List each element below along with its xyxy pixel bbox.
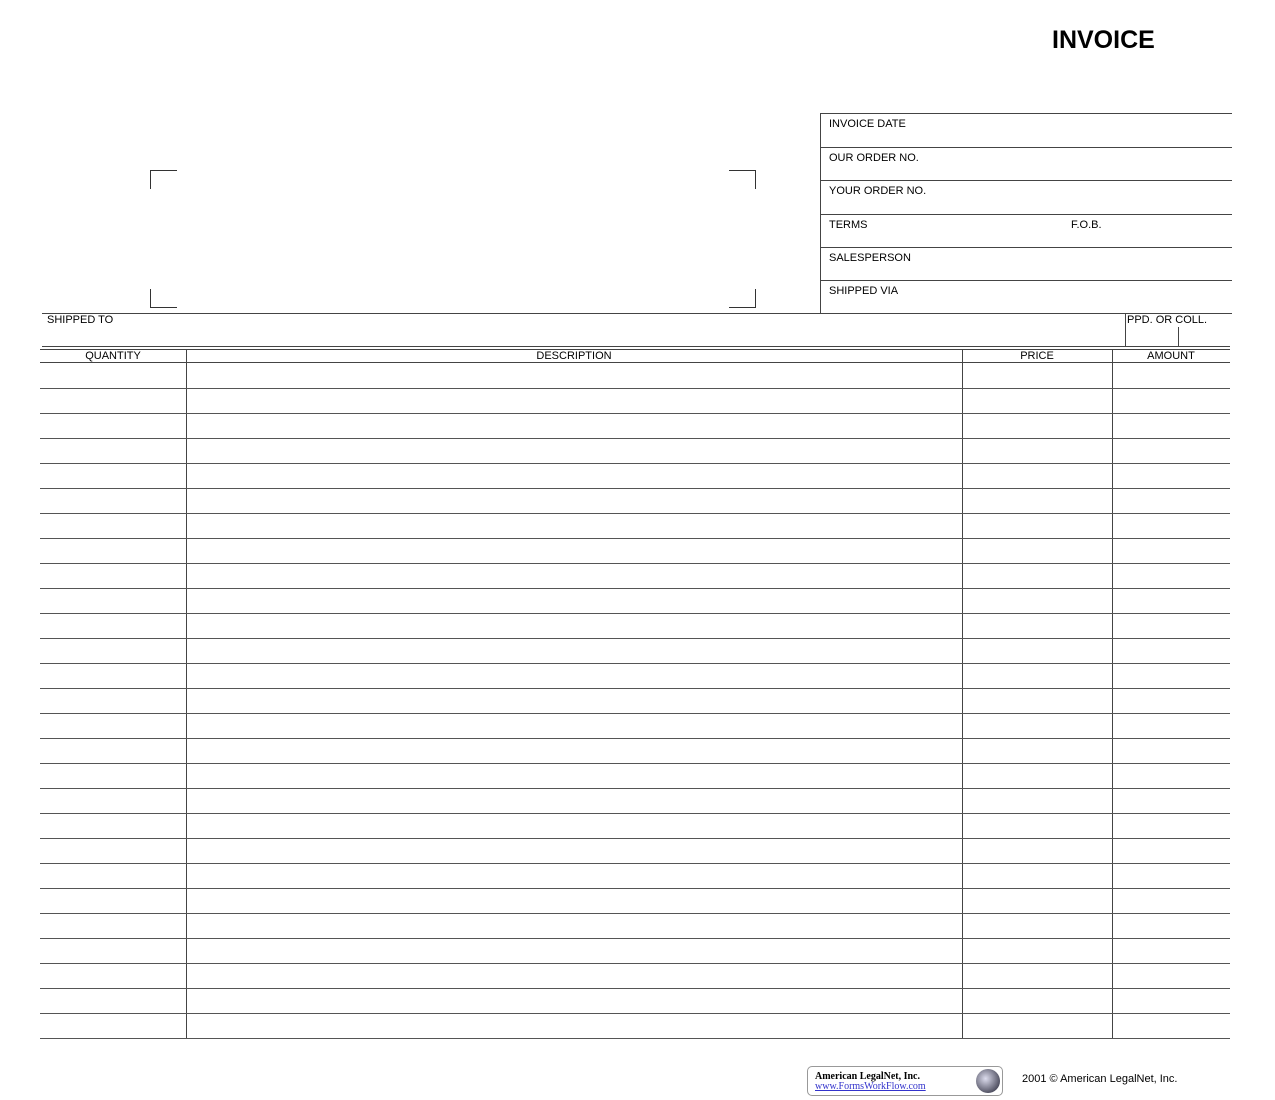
- quantity-cell[interactable]: [40, 838, 186, 863]
- quantity-cell[interactable]: [40, 388, 186, 413]
- price-cell[interactable]: [962, 538, 1112, 563]
- description-cell[interactable]: [186, 963, 962, 988]
- table-row: [40, 913, 1230, 939]
- table-row: [40, 863, 1230, 889]
- salesperson-field[interactable]: [820, 247, 1232, 281]
- amount-cell[interactable]: [1112, 388, 1230, 413]
- amount-cell[interactable]: [1112, 363, 1230, 388]
- price-cell[interactable]: [962, 988, 1112, 1013]
- amount-cell[interactable]: [1112, 713, 1230, 738]
- description-cell[interactable]: [186, 1013, 962, 1038]
- description-cell[interactable]: [186, 413, 962, 438]
- price-cell[interactable]: [962, 788, 1112, 813]
- amount-cell[interactable]: [1112, 663, 1230, 688]
- invoice-date-field[interactable]: [820, 113, 1232, 147]
- table-row: [40, 713, 1230, 739]
- our-order-field[interactable]: [820, 147, 1232, 181]
- our-order-label: OUR ORDER NO.: [829, 152, 919, 164]
- description-cell[interactable]: [186, 913, 962, 938]
- table-row: [40, 1013, 1230, 1039]
- price-header: PRICE: [1020, 350, 1054, 362]
- quantity-cell[interactable]: [40, 513, 186, 538]
- table-row: [40, 963, 1230, 989]
- quantity-cell[interactable]: [40, 538, 186, 563]
- divider: [1178, 327, 1179, 346]
- price-cell[interactable]: [962, 963, 1112, 988]
- globe-icon: [976, 1069, 1000, 1093]
- table-row: [40, 638, 1230, 664]
- table-row: [40, 838, 1230, 864]
- amount-cell[interactable]: [1112, 413, 1230, 438]
- copyright: 2001 © American LegalNet, Inc.: [1022, 1073, 1178, 1085]
- amount-cell[interactable]: [1112, 888, 1230, 913]
- table-row: [40, 788, 1230, 814]
- table-row: [40, 738, 1230, 764]
- table-row: [40, 388, 1230, 414]
- description-header: DESCRIPTION: [536, 350, 612, 362]
- price-cell[interactable]: [962, 938, 1112, 963]
- description-cell[interactable]: [186, 688, 962, 713]
- amount-cell[interactable]: [1112, 863, 1230, 888]
- quantity-header: QUANTITY: [85, 350, 141, 362]
- amount-header: AMOUNT: [1147, 350, 1195, 362]
- price-cell[interactable]: [962, 713, 1112, 738]
- table-row: [40, 688, 1230, 714]
- quantity-cell[interactable]: [40, 638, 186, 663]
- table-row: [40, 888, 1230, 914]
- price-cell[interactable]: [962, 563, 1112, 588]
- quantity-cell[interactable]: [40, 588, 186, 613]
- amount-cell[interactable]: [1112, 563, 1230, 588]
- table-row: [40, 588, 1230, 614]
- price-cell[interactable]: [962, 913, 1112, 938]
- price-cell[interactable]: [962, 588, 1112, 613]
- table-row: [40, 438, 1230, 464]
- quantity-cell[interactable]: [40, 413, 186, 438]
- amount-cell[interactable]: [1112, 988, 1230, 1013]
- description-cell[interactable]: [186, 763, 962, 788]
- price-cell[interactable]: [962, 863, 1112, 888]
- amount-cell[interactable]: [1112, 688, 1230, 713]
- description-cell[interactable]: [186, 613, 962, 638]
- price-cell[interactable]: [962, 663, 1112, 688]
- description-cell[interactable]: [186, 713, 962, 738]
- quantity-cell[interactable]: [40, 488, 186, 513]
- description-cell[interactable]: [186, 813, 962, 838]
- amount-cell[interactable]: [1112, 938, 1230, 963]
- quantity-cell[interactable]: [40, 938, 186, 963]
- table-row: [40, 663, 1230, 689]
- description-cell[interactable]: [186, 388, 962, 413]
- description-cell[interactable]: [186, 788, 962, 813]
- amount-cell[interactable]: [1112, 513, 1230, 538]
- table-row: [40, 513, 1230, 539]
- price-cell[interactable]: [962, 438, 1112, 463]
- invoice-title: INVOICE: [1052, 26, 1155, 54]
- price-cell[interactable]: [962, 388, 1112, 413]
- your-order-field[interactable]: [820, 180, 1232, 214]
- table-row: [40, 938, 1230, 964]
- quantity-cell[interactable]: [40, 713, 186, 738]
- price-cell[interactable]: [962, 363, 1112, 388]
- description-cell[interactable]: [186, 988, 962, 1013]
- amount-cell[interactable]: [1112, 913, 1230, 938]
- price-cell[interactable]: [962, 1013, 1112, 1038]
- amount-cell[interactable]: [1112, 963, 1230, 988]
- table-row: [40, 813, 1230, 839]
- table-row: [40, 413, 1230, 439]
- shipped-via-field[interactable]: [820, 280, 1232, 314]
- table-row: [40, 613, 1230, 639]
- table-row: [40, 988, 1230, 1014]
- description-cell[interactable]: [186, 588, 962, 613]
- invoice-date-label: INVOICE DATE: [829, 118, 906, 130]
- price-cell[interactable]: [962, 638, 1112, 663]
- description-cell[interactable]: [186, 463, 962, 488]
- your-order-label: YOUR ORDER NO.: [829, 185, 927, 197]
- price-cell[interactable]: [962, 738, 1112, 763]
- quantity-cell[interactable]: [40, 888, 186, 913]
- fob-label: F.O.B.: [1071, 219, 1102, 231]
- terms-field[interactable]: [820, 214, 1232, 248]
- divider: [42, 346, 1230, 347]
- price-cell[interactable]: [962, 888, 1112, 913]
- quantity-cell[interactable]: [40, 463, 186, 488]
- price-cell[interactable]: [962, 838, 1112, 863]
- quantity-cell[interactable]: [40, 363, 186, 388]
- description-cell[interactable]: [186, 513, 962, 538]
- description-cell[interactable]: [186, 938, 962, 963]
- table-row: [40, 563, 1230, 589]
- amount-cell[interactable]: [1112, 463, 1230, 488]
- description-cell[interactable]: [186, 888, 962, 913]
- terms-label: TERMS: [829, 219, 868, 231]
- price-cell[interactable]: [962, 463, 1112, 488]
- amount-cell[interactable]: [1112, 588, 1230, 613]
- quantity-cell[interactable]: [40, 963, 186, 988]
- amount-cell[interactable]: [1112, 763, 1230, 788]
- quantity-cell[interactable]: [40, 763, 186, 788]
- description-cell[interactable]: [186, 738, 962, 763]
- price-cell[interactable]: [962, 413, 1112, 438]
- amount-cell[interactable]: [1112, 638, 1230, 663]
- shipped-to-label: SHIPPED TO: [47, 314, 114, 326]
- price-cell[interactable]: [962, 813, 1112, 838]
- table-row: [40, 538, 1230, 564]
- price-cell[interactable]: [962, 488, 1112, 513]
- description-cell[interactable]: [186, 563, 962, 588]
- amount-cell[interactable]: [1112, 838, 1230, 863]
- description-cell[interactable]: [186, 438, 962, 463]
- ppd-or-coll-label: PPD. OR COLL.: [1127, 314, 1208, 326]
- quantity-cell[interactable]: [40, 438, 186, 463]
- divider: [820, 113, 821, 313]
- quantity-cell[interactable]: [40, 663, 186, 688]
- description-cell[interactable]: [186, 838, 962, 863]
- table-row: [40, 488, 1230, 514]
- quantity-cell[interactable]: [40, 813, 186, 838]
- price-cell[interactable]: [962, 513, 1112, 538]
- quantity-cell[interactable]: [40, 913, 186, 938]
- amount-cell[interactable]: [1112, 813, 1230, 838]
- quantity-cell[interactable]: [40, 1013, 186, 1038]
- price-cell[interactable]: [962, 613, 1112, 638]
- logo-company: American LegalNet, Inc.: [815, 1071, 920, 1082]
- divider: [1125, 313, 1126, 346]
- description-cell[interactable]: [186, 538, 962, 563]
- quantity-cell[interactable]: [40, 988, 186, 1013]
- quantity-cell[interactable]: [40, 613, 186, 638]
- quantity-cell[interactable]: [40, 788, 186, 813]
- quantity-cell[interactable]: [40, 863, 186, 888]
- description-cell[interactable]: [186, 488, 962, 513]
- amount-cell[interactable]: [1112, 788, 1230, 813]
- shipped-via-label: SHIPPED VIA: [829, 285, 899, 297]
- amount-cell[interactable]: [1112, 538, 1230, 563]
- amount-cell[interactable]: [1112, 613, 1230, 638]
- quantity-cell[interactable]: [40, 688, 186, 713]
- table-row: [40, 763, 1230, 789]
- description-cell[interactable]: [186, 363, 962, 388]
- quantity-cell[interactable]: [40, 738, 186, 763]
- logo-url-link[interactable]: www.FormsWorkFlow.com: [815, 1081, 926, 1092]
- quantity-cell[interactable]: [40, 563, 186, 588]
- table-row: [40, 463, 1230, 489]
- amount-cell[interactable]: [1112, 738, 1230, 763]
- amount-cell[interactable]: [1112, 1013, 1230, 1038]
- company-logo: [807, 1066, 1003, 1096]
- amount-cell[interactable]: [1112, 438, 1230, 463]
- table-row: [40, 363, 1230, 389]
- price-cell[interactable]: [962, 763, 1112, 788]
- price-cell[interactable]: [962, 688, 1112, 713]
- description-cell[interactable]: [186, 863, 962, 888]
- shipped-to-input[interactable]: [140, 314, 1120, 344]
- amount-cell[interactable]: [1112, 488, 1230, 513]
- address-area[interactable]: [160, 180, 740, 295]
- salesperson-label: SALESPERSON: [829, 252, 911, 264]
- description-cell[interactable]: [186, 663, 962, 688]
- description-cell[interactable]: [186, 638, 962, 663]
